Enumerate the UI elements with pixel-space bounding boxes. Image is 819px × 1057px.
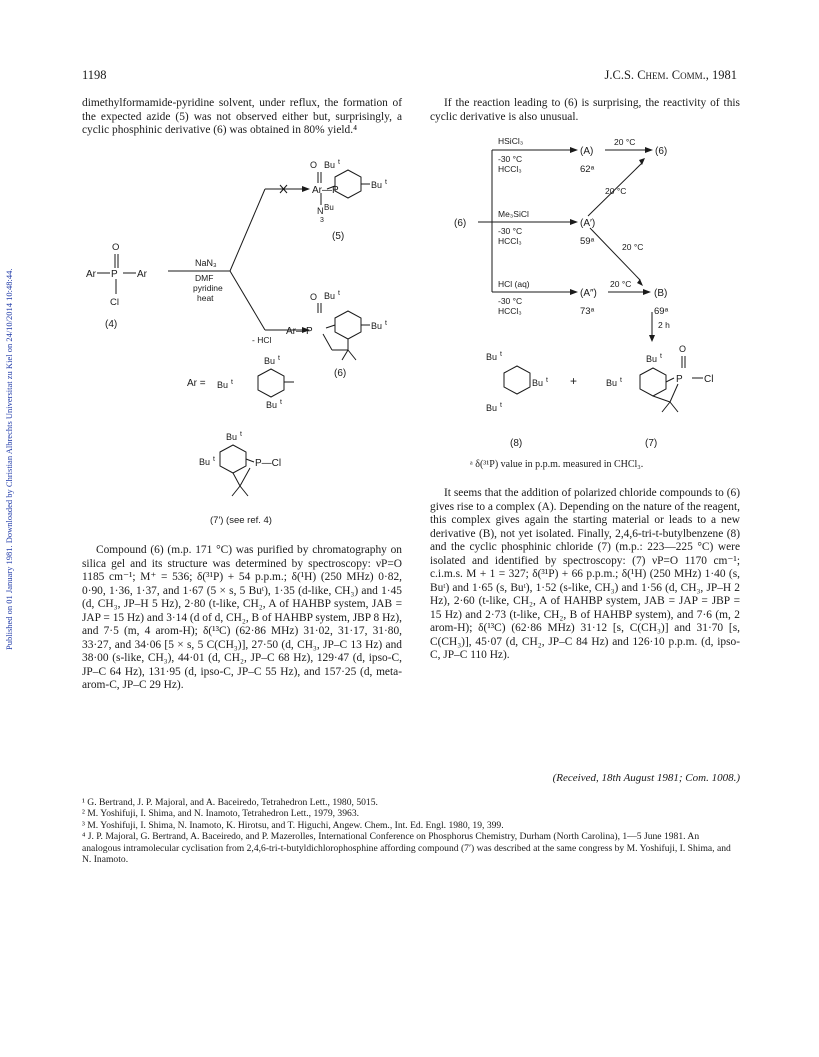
svg-text:3: 3 (320, 217, 324, 224)
svg-text:Cl: Cl (110, 297, 119, 308)
page-number: 1198 (82, 68, 107, 82)
svg-text:t: t (338, 290, 340, 297)
journal-header (605, 68, 737, 83)
left-intro-text: dimethylformamide-pyridine solvent, under reflux, the formation of the expected azide (5) was not observed either but, surprisingly, a cyclic phosphinic derivative (6) was obtained in 80% yield.⁴ (82, 97, 402, 136)
yield-a: 62ᵃ (580, 164, 595, 175)
svg-text:Bu: Bu (199, 457, 211, 467)
product-aprime: (A′) (580, 218, 596, 229)
footnotes (82, 797, 740, 865)
cond-a-temp: -30 °C (498, 154, 523, 164)
svg-text:t: t (240, 431, 242, 438)
svg-text:Bu: Bu (217, 380, 229, 390)
svg-text:P: P (676, 374, 683, 385)
cond-a-solvent: HCCl₃ (498, 164, 522, 174)
scheme-footnote-a: ᵃ δ(³¹P) value in p.p.m. measured in CHCl₃. (470, 459, 644, 470)
right-intro-text: If the reaction leading to (6) is surprising, the reactivity of this cyclic derivative is also unusual. (430, 97, 740, 123)
svg-text:Bu: Bu (324, 203, 334, 212)
label-8: (8) (510, 438, 523, 449)
svg-text:Bu: Bu (324, 160, 336, 170)
label-7: (7) (645, 438, 658, 449)
svg-text:t: t (546, 377, 548, 384)
yield-adbl: 73ᵃ (580, 306, 595, 317)
svg-text:Bu: Bu (371, 180, 383, 190)
svg-text:t: t (385, 179, 387, 186)
svg-text:Ar—P: Ar—P (286, 326, 313, 337)
left-intro-paragraph (82, 97, 402, 138)
svg-text:O: O (679, 344, 687, 354)
right-body-paragraph (430, 487, 740, 663)
cond-aprime-temp: -30 °C (498, 226, 523, 236)
temp-adbl-b: 20 °C (610, 279, 632, 289)
svg-text:Bu: Bu (532, 378, 544, 388)
product-a: (A) (580, 146, 594, 157)
start-6: (6) (454, 218, 467, 229)
product-6: (6) (655, 146, 668, 157)
svg-text:Cl: Cl (704, 374, 714, 385)
footnote-2: ² M. Yoshifuji, I. Shima, and N. Inamoto, Tetrahedron Lett., 1979, 3963. (82, 808, 360, 820)
right-body-text: It seems that the addition of polarized chloride compounds to (6) gives rise to a complex (A). Depending on the nature of the reagent, this complex gives again the starting material or leads to a new derivative (B), not yet isolated. Finally, 2,4,6-tri-t-butylbenzene (8) and the cyclic phosphinic chloride (7) (m.p.: 223—225 °C) were isolated and identified by spectroscopy: (7) νP=O 1170 cm⁻¹; c.i.m.s. M + 1 = 327; δ(³¹P) + 66 p.p.m.; δ(¹H) (250 MHz) 1·40 (s, Buᵗ) and 1·65 (s, Buᵗ), 1·52 (s-like, CH₃) and 1·56 (d, CH₃, JP–H 2 Hz), 2·60 (t-like, CH₂, A of HAHBP system, JAB = JAP = JBP = 15 Hz) and 2·73 (t-like, CH₂, B of HAHBP system), and 7·6 (m, 2 arom-H); δ(¹³C) (62·86 MHz) 31·12 [s, C(CH₃)] and 31·70 [s, C(CH₃)], 45·07 (d, CH₂, JP–C 84 Hz) and 126·10 p.p.m. (d, ipso-C, JP–C 110 Hz). (430, 487, 740, 661)
yield-b: 69ᵃ (654, 306, 669, 317)
right-intro-paragraph (430, 97, 740, 124)
svg-text:Bu: Bu (486, 352, 498, 362)
time-2h: 2 h (658, 320, 670, 330)
product-b: (B) (654, 288, 668, 299)
temp-aprime-6: 20 °C (605, 186, 627, 196)
reaction-scheme-right (440, 128, 740, 458)
journal-year: , 1981 (705, 68, 737, 82)
svg-text:Bu: Bu (226, 432, 238, 442)
reagent-nan3: NaN₃ (195, 258, 217, 268)
watermark-text: Published on 01 January 1981. Downloaded by Christian Albrechts Universitat zu Kiel on 24/10/2014 10:48:44. (4, 268, 14, 650)
svg-text:t: t (660, 353, 662, 360)
reagent-hcl: HCl (aq) (498, 279, 530, 289)
hcl-label: - HCl (252, 335, 272, 345)
svg-text:t: t (213, 456, 215, 463)
svg-text:Bu: Bu (486, 403, 498, 413)
journal-name: Chem. Comm. (637, 68, 706, 82)
product-adbl: (A″) (580, 288, 597, 299)
svg-text:t: t (338, 159, 340, 166)
reagent-dmf: DMF (195, 273, 214, 283)
reagent-pyridine: pyridine (193, 283, 223, 293)
reagent-hsicl3: HSiCl₃ (498, 136, 524, 146)
svg-text:t: t (231, 379, 233, 386)
reaction-scheme-left (80, 150, 410, 540)
cond-aprime-solvent: HCCl₃ (498, 236, 522, 246)
journal-prefix: J.C.S. (604, 68, 638, 82)
label-7prime: (7′) (see ref. 4) (210, 515, 272, 526)
svg-text:Bu: Bu (646, 354, 658, 364)
svg-text:t: t (280, 399, 282, 406)
cond-adbl-temp: -30 °C (498, 296, 523, 306)
svg-text:O: O (112, 242, 120, 253)
svg-text:Bu: Bu (264, 356, 276, 366)
svg-text:t: t (278, 355, 280, 362)
left-body-text: Compound (6) (m.p. 171 °C) was purified by chromatography on silica gel and its structure was determined by spectroscopy: νP=O 1185 cm⁻¹; M⁺ = 536; δ(³¹P) + 54 p.p.m.; δ(¹H) (250 MHz) 0·82, 0·90, 1·36, 1·37, and 1·67 (5 × s, 5 Buᵗ), 1·35 (d-like, CH₃) and 1·45 (d, CH₃, JP–H 5 Hz), 2·80 (t-like, CH₂, A of HAHBP system, JAB = JAP = 15 Hz) and 3·14 (d of d, CH₂, B of HAHBP system, JBP 8 Hz), and 7·5 (m, 4 arom-H); δ(¹³C) (62·86 MHz) 31·02, 31·17, 31·80, 33·27, and 34·06 [5 × s, 5 C(CH₃)], 27·50 (d, CH₃, JP–C 13 Hz) and 38·00 (s-like, CH₃), 44·01 (d, CH₂, JP–C 68 Hz), 129·47 (d, ipso-C, JP–C 64 Hz), 131·95 (d, ipso-C, JP–C 55 Hz), and 157·25 (d, meta-arom-C, JP–C 29 Hz). (82, 544, 402, 691)
svg-text:t: t (500, 402, 502, 409)
left-body-paragraph (82, 544, 402, 693)
label-4: (4) (105, 319, 118, 330)
plus-sign: + (570, 374, 578, 388)
label-5: (5) (332, 231, 345, 242)
temp-a-6: 20 °C (614, 137, 636, 147)
svg-text:Bu: Bu (324, 291, 336, 301)
ar-definition: Ar = (187, 378, 206, 389)
svg-text:P—Cl: P—Cl (255, 458, 282, 469)
yield-aprime: 59ᵃ (580, 236, 595, 247)
temp-aprime-b: 20 °C (622, 242, 644, 252)
received-date: (Received, 18th August 1981; Com. 1008.) (552, 772, 740, 784)
svg-text:O: O (310, 292, 318, 302)
reagent-heat: heat (197, 293, 214, 303)
svg-text:Ar—P: Ar—P (312, 185, 339, 196)
svg-text:N: N (317, 206, 324, 216)
svg-text:Bu: Bu (266, 400, 278, 410)
svg-text:t: t (385, 320, 387, 327)
svg-text:P: P (111, 269, 118, 280)
svg-text:Bu: Bu (606, 378, 618, 388)
label-6: (6) (334, 368, 347, 379)
download-watermark (4, 150, 16, 650)
cond-adbl-solvent: HCCl₃ (498, 306, 522, 316)
svg-text:t: t (620, 377, 622, 384)
footnote-3: ³ M. Yoshifuji, I. Shima, N. Inamoto, K. Hirotsu, and T. Higuchi, Angew. Chem., Int. Ed. Engl. 1980, 19, 399. (82, 819, 504, 831)
svg-text:Bu: Bu (371, 321, 383, 331)
svg-text:O: O (310, 160, 318, 170)
svg-text:t: t (500, 351, 502, 358)
reagent-me3sicl: Me₃SiCl (498, 209, 529, 219)
footnote-4: ⁴ J. P. Majoral, G. Bertrand, A. Baceiredo, and P. Mazerolles, International Conference on Phosphorus Chemistry, Durham (North Carolina), 1—5 June 1981. An analogous intramolecular cyclisation from 2,4,6-tri-t-butyldichlorophosphine affording compound (7′) was described at the same congress by M. Yoshifuji, I. Shima, and N. Inamoto. (82, 831, 731, 866)
svg-text:Ar: Ar (86, 269, 96, 280)
footnote-1: ¹ G. Bertrand, J. P. Majoral, and A. Baceiredo, Tetrahedron Lett., 1980, 5015. (82, 797, 378, 808)
svg-text:Ar: Ar (137, 269, 147, 280)
